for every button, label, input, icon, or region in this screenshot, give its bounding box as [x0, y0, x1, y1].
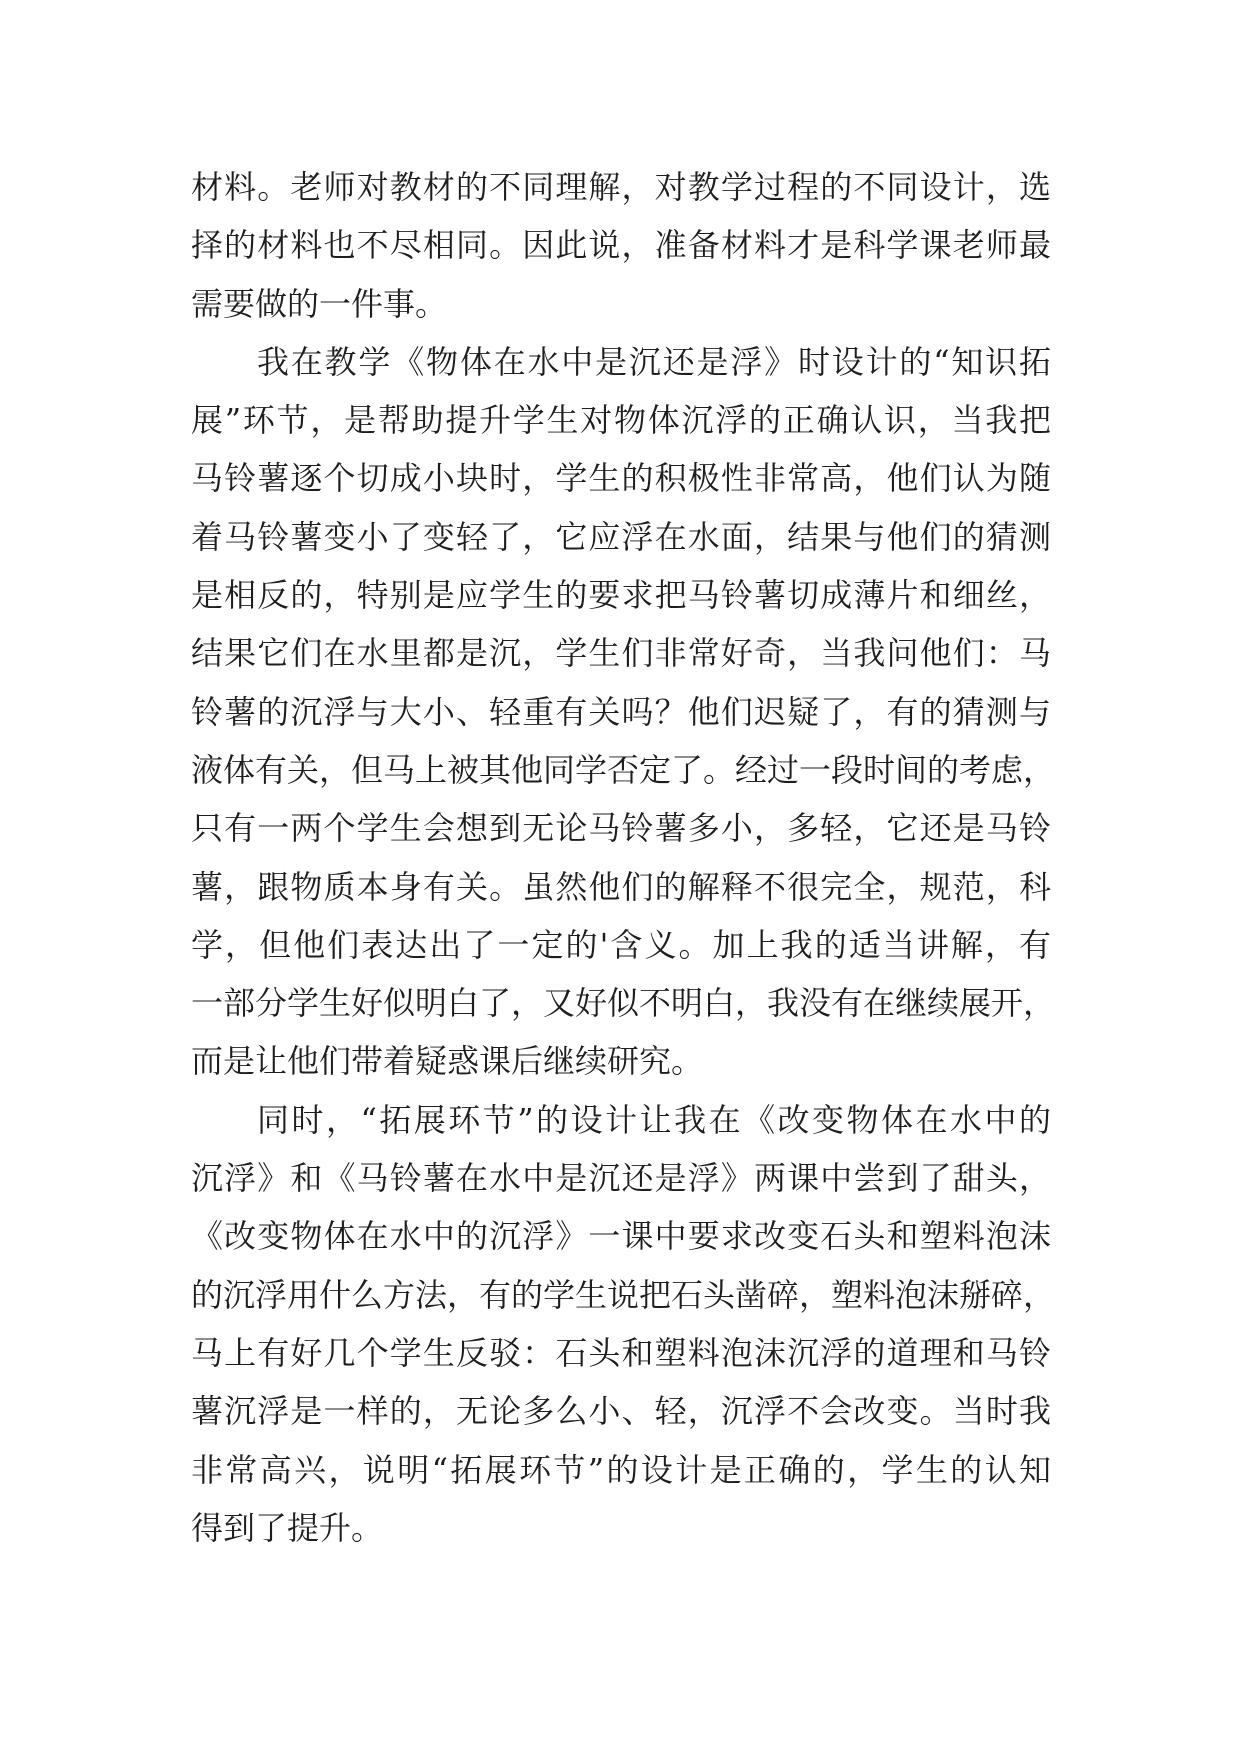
text-line: 液体有关，但马上被其他同学否定了。经过一段时间的考虑，	[191, 750, 1056, 789]
paragraph-first-line: 同时，“拓展环节”的设计让我在《改变物体在水中的	[257, 1100, 1051, 1139]
text-line: 只有一两个学生会想到无论马铃薯多小，多轻，它还是马铃	[191, 809, 1051, 848]
text-line: 马铃薯逐个切成小块时，学生的积极性非常高，他们认为随	[191, 459, 1051, 498]
paragraph-first-line: 我在教学《物体在水中是沉还是浮》时设计的“知识拓	[257, 342, 1051, 381]
text-line: 薯沉浮是一样的，无论多么小、轻，沉浮不会改变。当时我	[191, 1392, 1051, 1431]
text-line: 《改变物体在水中的沉浮》一课中要求改变石头和塑料泡沫	[191, 1217, 1051, 1256]
text-line: 学，但他们表达出了一定的'含义。加上我的适当讲解，有	[191, 925, 1051, 964]
text-line: 一部分学生好似明白了，又好似不明白，我没有在继续展开，	[191, 984, 1056, 1023]
text-line: 非常高兴，说明“拓展环节”的设计是正确的，学生的认知	[191, 1450, 1051, 1489]
text-line: 的沉浮用什么方法，有的学生说把石头凿碎，塑料泡沫掰碎，	[191, 1275, 1056, 1314]
body-text	[191, 158, 1056, 1557]
text-line: 而是让他们带着疑惑课后继续研究。	[191, 1042, 704, 1081]
text-line: 展”环节，是帮助提升学生对物体沉浮的正确认识，当我把	[191, 401, 1051, 440]
text-line: 结果它们在水里都是沉，学生们非常好奇，当我问他们：马	[191, 634, 1051, 673]
text-line: 需要做的一件事。	[191, 284, 448, 323]
text-line: 着马铃薯变小了变轻了，它应浮在水面，结果与他们的猜测	[191, 517, 1051, 556]
text-line: 材料。老师对教材的不同理解，对教学过程的不同设计，选	[191, 168, 1051, 206]
text-line: 薯，跟物质本身有关。虽然他们的解释不很完全，规范，科	[191, 867, 1051, 906]
text-line: 沉浮》和《马铃薯在水中是沉还是浮》两课中尝到了甜头，	[191, 1159, 1051, 1198]
text-line: 铃薯的沉浮与大小、轻重有关吗？他们迟疑了，有的猜测与	[191, 692, 1051, 731]
text-line: 马上有好几个学生反驳：石头和塑料泡沫沉浮的道理和马铃	[191, 1333, 1051, 1372]
text-line: 是相反的，特别是应学生的要求把马铃薯切成薄片和细丝，	[191, 576, 1051, 615]
text-line: 得到了提升。	[191, 1508, 384, 1547]
text-line: 择的材料也不尽相同。因此说，准备材料才是科学课老师最	[191, 226, 1051, 265]
